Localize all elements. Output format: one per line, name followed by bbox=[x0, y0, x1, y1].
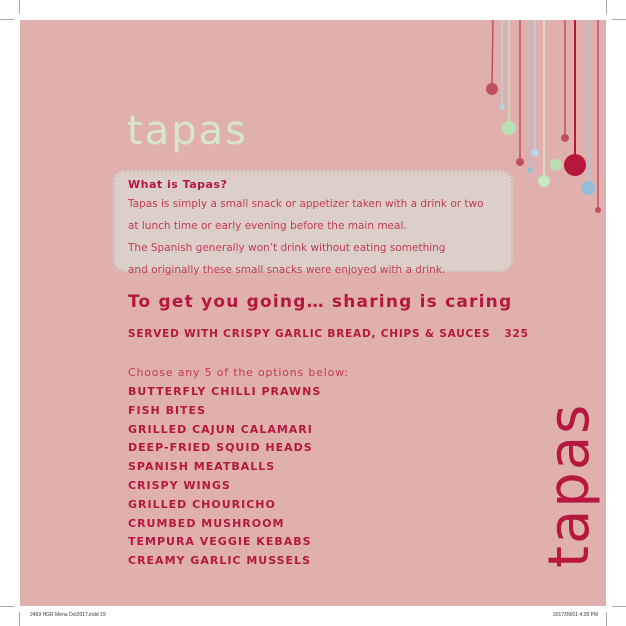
list-item: CRISPY WINGS bbox=[128, 478, 231, 492]
section-subtitle: To get you going… sharing is caring bbox=[128, 292, 513, 312]
list-item: CRUMBED MUSHROOM bbox=[128, 516, 285, 530]
footer-file-info: 2469 HGR Menu Oct2017.indd 19 bbox=[30, 612, 106, 618]
list-item: GRILLED CAJUN CALAMARI bbox=[128, 422, 313, 436]
list-item: DEEP-FRIED SQUID HEADS bbox=[128, 441, 313, 455]
bauble bbox=[564, 154, 586, 176]
list-item: TEMPURA VEGGIE KEBABS bbox=[128, 535, 312, 549]
bauble bbox=[516, 158, 524, 166]
list-item: SPANISH MEATBALLS bbox=[128, 460, 276, 474]
list-item: GRILLED CHOURICHO bbox=[128, 497, 276, 511]
choose-instruction: Choose any 5 of the options below: bbox=[128, 366, 349, 379]
info-line: Tapas is simply a small snack or appetizer taken with a drink or two bbox=[128, 198, 484, 210]
info-line: The Spanish generally won’t drink without eating something bbox=[128, 242, 446, 254]
bauble bbox=[527, 167, 533, 173]
bauble bbox=[486, 83, 498, 95]
list-item: FISH BITES bbox=[128, 403, 206, 417]
footer-timestamp: 2017/09/01 4:28 PM bbox=[552, 612, 598, 618]
list-item: CREAMY GARLIC MUSSELS bbox=[128, 554, 312, 568]
bauble bbox=[581, 181, 595, 195]
info-box bbox=[113, 170, 513, 276]
bauble bbox=[531, 149, 539, 157]
bauble bbox=[561, 134, 569, 142]
bauble bbox=[499, 104, 505, 110]
served-with-line bbox=[128, 328, 529, 340]
info-line: and originally these small snacks were enjoyed with a drink. bbox=[128, 264, 446, 276]
options-list bbox=[128, 383, 321, 571]
page-title: tapas bbox=[127, 108, 248, 154]
bauble bbox=[538, 175, 550, 187]
vertical-title: tapas bbox=[537, 402, 602, 568]
bauble bbox=[595, 207, 601, 213]
list-item: BUTTERFLY CHILLI PRAWNS bbox=[128, 385, 322, 398]
bauble bbox=[550, 159, 562, 171]
bauble bbox=[502, 121, 516, 135]
info-heading: What is Tapas? bbox=[128, 178, 228, 191]
price: 325 bbox=[504, 328, 529, 340]
served-text: SERVED WITH CRISPY GARLIC BREAD, CHIPS & SAUCES bbox=[128, 328, 491, 340]
info-line: at lunch time or early evening before the main meal. bbox=[128, 220, 407, 232]
